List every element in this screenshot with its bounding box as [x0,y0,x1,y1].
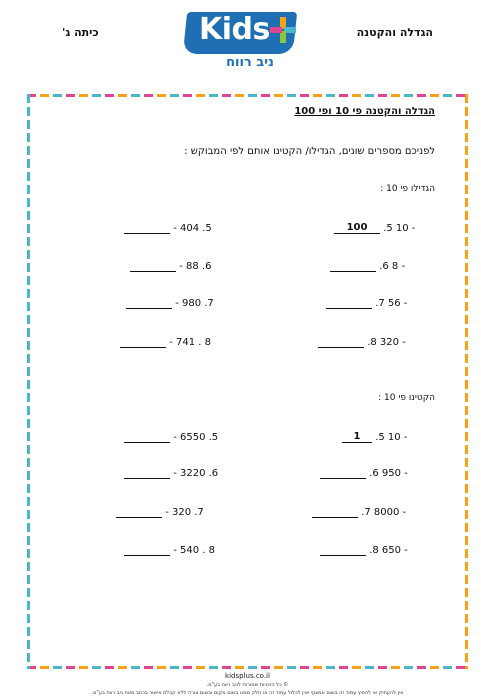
topic-title: הגדלה והקטנה [356,26,433,39]
question-label: .5 10 - [375,432,408,443]
frame-bottom-border [27,666,467,669]
worksheet-instruction: לפניכם מספרים שונים, הגדילו/ הקטינו אותם לפי המבוקש : [184,146,435,157]
question-label: 741 . 8 [175,337,211,348]
multiply-question-5b: - 404 .5 [124,222,212,234]
question-label: 540 . 8 [179,545,215,556]
multiply-question-6b: - 88 .6 [130,260,211,272]
answer-blank[interactable] [124,431,170,443]
question-label: .7 8000 - [361,507,407,518]
question-label: .8 650 - [369,545,408,556]
divide-question-8b: - 540 . 8 [124,544,215,556]
section-multiply-heading: הגדילו פי 10 : [380,184,435,194]
answer-blank[interactable] [320,544,366,556]
multiply-question-5 [334,222,415,234]
answer-blank[interactable]: 100 [334,222,380,234]
divide-question-6 [320,467,408,479]
answer-blank[interactable] [330,260,376,272]
question-label: 3220 .6 [179,468,219,479]
plus-logo-icon [270,17,296,43]
answer-blank[interactable] [326,297,372,309]
multiply-question-7 [326,297,407,309]
question-label: 88 .6 [185,261,212,272]
answer-blank[interactable] [312,506,358,518]
grade-label: כיתה ג' [62,26,99,39]
multiply-question-8b: - 741 . 8 [120,336,211,348]
question-label: .8 320 - [367,337,406,348]
question-label: .7 56 - [375,298,408,309]
multiply-question-8 [318,336,406,348]
answer-blank[interactable]: 1 [342,431,372,443]
logo-text: Kids [199,12,270,47]
answer-blank[interactable] [116,506,162,518]
divide-question-5 [342,431,407,443]
frame-left-border [27,94,30,669]
multiply-question-6 [330,260,405,272]
footer-legal: אין להעתיק או להפיץ עמוד זה בשום אמצעי ואין לכלול עמוד זה או חלק ממנו בשום מקום ובשום צורה ללא קבלת אישור בכתב מאת ניב רווח בע"מ. [91,690,404,696]
footer-copyright: © כל הזכויות שמורות לניב רווח בע"מ. [206,682,289,688]
question-label: 6550 .5 [179,432,219,443]
question-label: 320 .7 [171,507,204,518]
answer-blank[interactable] [126,297,172,309]
divide-question-7 [312,506,406,518]
divide-question-7b: - 320 .7 [116,506,204,518]
answer-blank[interactable] [124,467,170,479]
answer-blank[interactable] [130,260,176,272]
footer-site-link[interactable]: kidsplus.co.il [225,672,270,680]
logo-subtitle: ניב רווח [226,55,274,70]
question-label: .6 950 - [369,468,408,479]
frame-right-border [465,94,468,669]
question-label: .6 8 - [379,261,406,272]
section-divide-heading: הקטינו פי 10 : [378,393,435,403]
answer-blank[interactable] [318,336,364,348]
answer-blank[interactable] [120,336,166,348]
divide-question-8 [320,544,408,556]
answer-blank[interactable] [124,222,170,234]
answer-blank[interactable] [320,467,366,479]
question-label: 980 .7 [181,298,214,309]
multiply-question-7b: - 980 .7 [126,297,214,309]
question-label: .5 10 - [383,223,416,234]
frame-top-border [27,94,467,97]
question-label: 404 .5 [179,223,212,234]
answer-blank[interactable] [124,544,170,556]
worksheet-title: הגדלה והקטנה פי 10 ופי 100 [294,106,435,117]
divide-question-6b: - 3220 .6 [124,467,218,479]
divide-question-5b: - 6550 .5 [124,431,218,443]
